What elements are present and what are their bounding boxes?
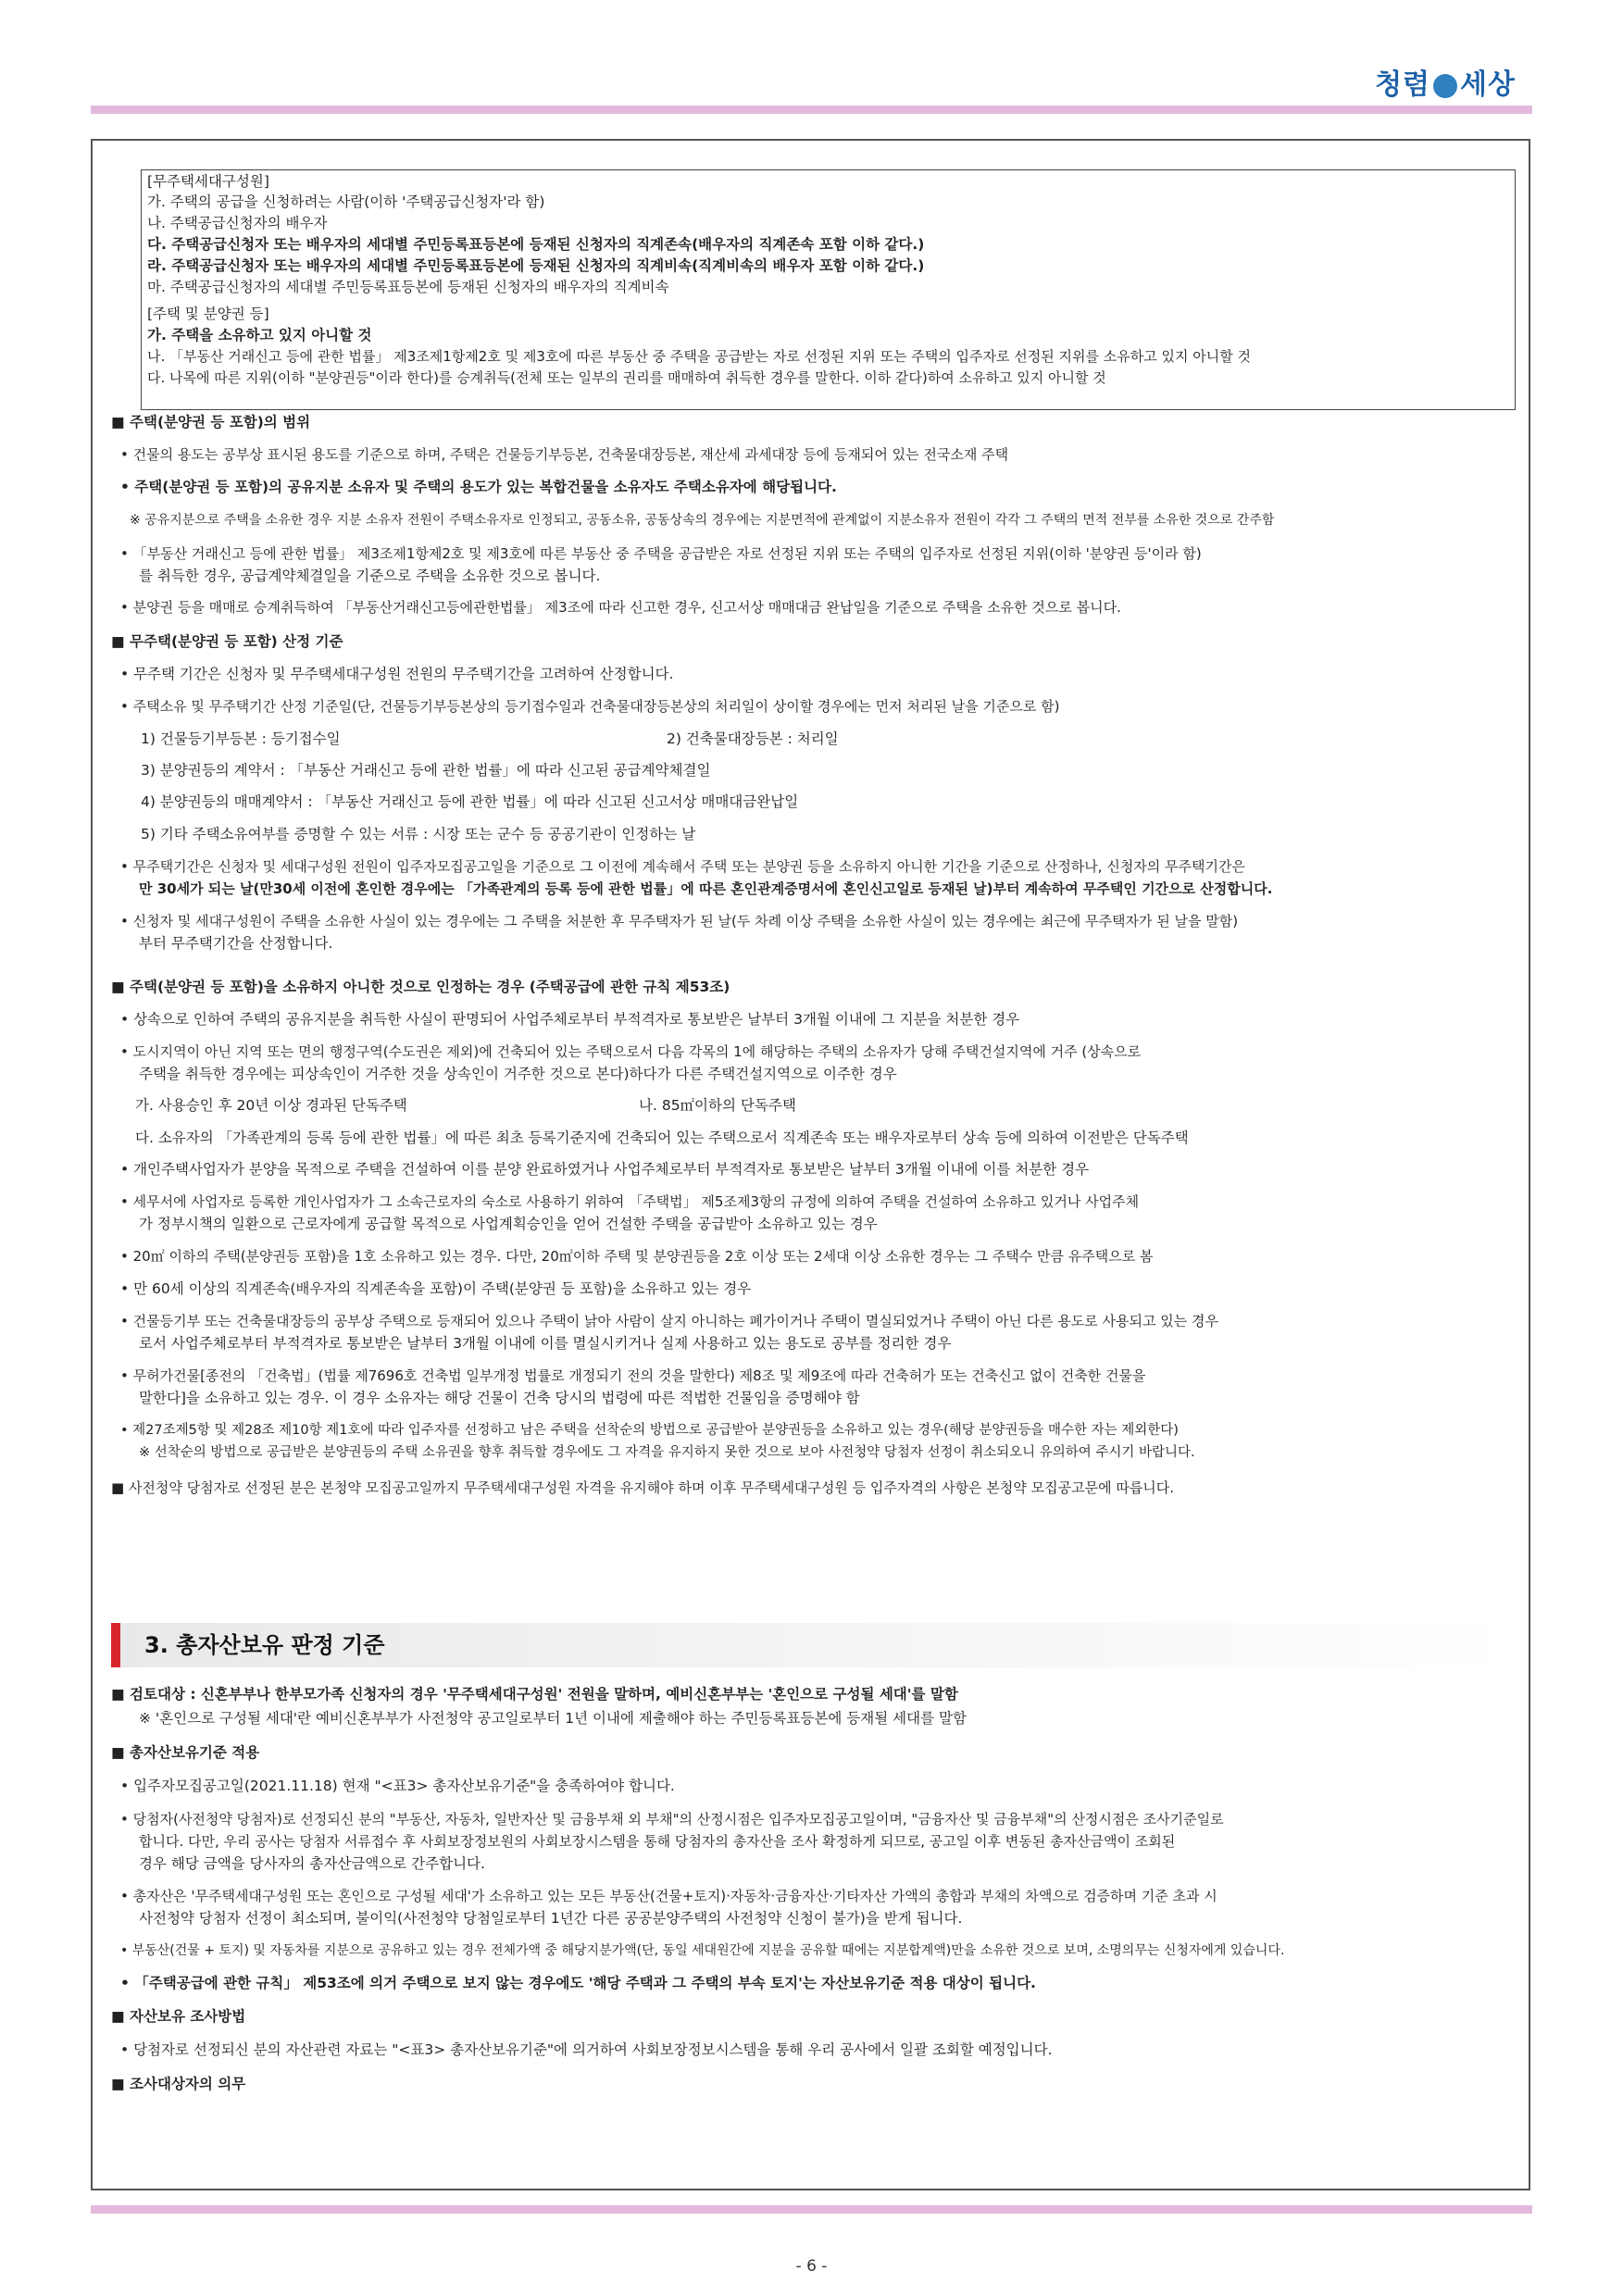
box-item: 라. 주택공급신청자 또는 배우자의 세대별 주민등록표등본에 등재된 신청자의 직계비속(직계비속의 배우자 포함 이하 같다.) — [147, 257, 925, 274]
bullet-cont: 로서 사업주체로부터 부적격자로 통보받은 날부터 3개월 이내에 이를 멸실시키거나 실제 사용하고 있는 용도로 공부를 정리한 경우 — [139, 1335, 952, 1352]
section-heading: ■ 검토대상 : 신혼부부나 한부모가족 신청자의 경우 '무주택세대구성원' 전원을 말하며, 예비신혼부부는 '혼인으로 구성될 세대'를 말함 — [111, 1686, 958, 1703]
bullet: • 당첨자로 선정되신 분의 자산관련 자료는 "<표3> 총자산보유기준"에 의거하여 사회보장정보시스템을 통해 우리 공사에서 일괄 조회할 예정입니다. — [120, 2041, 1053, 2058]
bullet: • 20㎡ 이하의 주택(분양권등 포함)을 1호 소유하고 있는 경우. 다만, 20㎡이하 주택 및 분양권등을 2호 이상 또는 2세대 이상 소유한 경우는 그 주택수 만큼 유주택으로 봄 — [120, 1248, 1154, 1265]
section-heading: ■ 총자산보유기준 적용 — [111, 1744, 260, 1761]
sub-item: 다. 소유자의 「가족관계의 등록 등에 관한 법률」에 따른 최초 등록기준지에 건축되어 있는 주택으로서 직계존속 또는 배우자로부터 상속 등에 의하여 이전받은 단독주택 — [135, 1129, 1189, 1146]
section-heading: ■ 주택(분양권 등 포함)을 소유하지 아니한 것으로 인정하는 경우 (주택공급에 관한 규칙 제53조) — [111, 979, 730, 995]
bullet-cont: 사전청약 당첨자 선정이 최소되며, 불이익(사전청약 당첨일로부터 1년간 다른 공공분양주택의 사전청약 신청이 불가)을 받게 됩니다. — [139, 1910, 963, 1927]
bullet: • 개인주택사업자가 분양을 목적으로 주택을 건설하여 이를 분양 완료하였거나 사업주체로부터 부적격자로 통보받은 날부터 3개월 이내에 이를 처분한 경우 — [120, 1161, 1090, 1178]
bullet: • 주택(분양권 등 포함)의 공유지분 소유자 및 주택의 용도가 있는 복합건물을 소유자도 주택소유자에 해당됩니다. — [120, 479, 837, 495]
box-title-household: [무주택세대구성원] — [147, 173, 269, 190]
sub-item: 가. 사용승인 후 20년 이상 경과된 단독주택 — [135, 1097, 407, 1114]
note: ※ 공유지분으로 주택을 소유한 경우 지분 소유자 전원이 주택소유자로 인정되고, 공동소유, 공동상속의 경우에는 지분면적에 관계없이 지분소유자 전원이 각각 그 주택의 면적 전부를 소유한 것으로 간주함 — [130, 513, 1275, 528]
bullet: • 무허가건물[종전의 「건축법」(법률 제7696호 건축법 일부개정 법률로 개정되기 전의 것을 말한다) 제8조 및 제9조에 따라 건축허가 또는 건축신고 없이 건축한 건물을 — [120, 1367, 1146, 1384]
bullet-cont: 가 정부시책의 일환으로 근로자에게 공급할 목적으로 사업계획승인을 얻어 건설한 주택을 공급받아 소유하고 있는 경우 — [139, 1216, 878, 1232]
box-item: 다. 주택공급신청자 또는 배우자의 세대별 주민등록표등본에 등재된 신청자의 직계존속(배우자의 직계존속 포함 이하 같다.) — [147, 236, 925, 253]
box-item: 가. 주택을 소유하고 있지 아니할 것 — [147, 327, 372, 343]
section-3-heading — [111, 1623, 1509, 1667]
box-item: 마. 주택공급신청자의 세대별 주민등록표등본에 등재된 신청자의 배우자의 직계비속 — [147, 279, 669, 295]
bullet: • 부동산(건물 + 토지) 및 자동차를 지분으로 공유하고 있는 경우 전체가액 중 해당지분가액(단, 동일 세대원간에 지분을 공유할 때에는 지분합계액)만을 소유한 것으로 보며, 소명의무는 신청자에게 있습니다. — [120, 1943, 1285, 1958]
heading-accent-bar — [111, 1623, 120, 1667]
sub-item: 나. 85㎡이하의 단독주택 — [639, 1097, 796, 1114]
bullet-cont: 경우 해당 금액을 당사자의 총자산금액으로 간주합니다. — [139, 1855, 485, 1872]
bullet-cont: 주택을 취득한 경우에는 피상속인이 거주한 것을 상속인이 거주한 것으로 본다)하다가 다른 주택건설지역으로 이주한 경우 — [139, 1066, 897, 1082]
box-item: 나. 「부동산 거래신고 등에 관한 법률」 제3조제1항제2호 및 제3호에 따른 부동산 중 주택을 공급받는 자로 선정된 지위 또는 주택의 입주자로 선정된 지위를 소유하고 있지 아니할 것 — [147, 348, 1251, 365]
section-note: ■ 사전청약 당첨자로 선정된 분은 본청약 모집공고일까지 무주택세대구성원 자격을 유지해야 하며 이후 무주택세대구성원 등 입주자격의 사항은 본청약 모집공고문에 따릅니다. — [111, 1479, 1175, 1496]
box-item: 나. 주택공급신청자의 배우자 — [147, 215, 328, 231]
bullet: • 만 60세 이상의 직계존속(배우자의 직계존속을 포함)이 주택(분양권 등 포함)을 소유하고 있는 경우 — [120, 1280, 752, 1297]
logo-text-left: 청렴 — [1375, 69, 1431, 101]
bullet: • 주택소유 및 무주택기간 산정 기준일(단, 건물등기부등본상의 등기접수일과 건축물대장등본상의 처리일이 상이할 경우에는 먼저 처리된 날을 기준으로 함) — [120, 698, 1060, 715]
bullet-cont: 합니다. 다만, 우리 공사는 당첨자 서류접수 후 사회보장정보원의 사회보장시스템을 통해 당첨자의 총자산을 조사 확정하게 되므로, 공고일 이후 변동된 총자산금액이 조회된 — [139, 1833, 1176, 1850]
bullet: • 총자산은 '무주택세대구성원 또는 혼인으로 구성될 세대'가 소유하고 있는 모든 부동산(건물+토지)·자동차·금융자산·기타자산 가액의 총합과 부채의 차액으로 검증하며 기준 초과 시 — [120, 1888, 1217, 1904]
logo-emblem-icon — [1433, 74, 1457, 98]
bullet: • 상속으로 인하여 주택의 공유지분을 취득한 사실이 판명되어 사업주체로부터 부적격자로 통보받은 날부터 3개월 이내에 그 지분을 처분한 경우 — [120, 1011, 1020, 1028]
page-number: - 6 - — [795, 2257, 828, 2276]
bullet: • 무주택기간은 신청자 및 세대구성원 전원이 입주자모집공고일을 기준으로 그 이전에 계속해서 주택 또는 분양권 등을 소유하지 아니한 기간을 기준으로 산정하나, 신청자의 무주택기간은 — [120, 858, 1245, 875]
box-title-house: [주택 및 분양권 등] — [147, 306, 269, 322]
bullet: • 분양권 등을 매매로 승계취득하여 「부동산거래신고등에관한법률」 제3조에 따라 신고한 경우, 신고서상 매매대금 완납일을 기준으로 주택을 소유한 것으로 봅니다. — [120, 599, 1121, 616]
logo — [1375, 61, 1516, 102]
criteria-item: 3) 분양권등의 계약서 : 「부동산 거래신고 등에 관한 법률」에 따라 신고된 공급계약체결일 — [141, 762, 711, 779]
box-item: 다. 나목에 따른 지위(이하 "분양권등"이라 한다)를 승계취득(전체 또는 일부의 권리를 매매하여 취득한 경우를 말한다. 이하 같다)하여 소유하고 있지 아니할 것 — [147, 369, 1106, 386]
bullet: • 제27조제5항 및 제28조 제10항 제1호에 따라 입주자를 선정하고 남은 주택을 선착순의 방법으로 공급받아 분양권등을 소유하고 있는 경우(해당 분양권등을 매수한 자는 제외한다) — [120, 1423, 1179, 1438]
note: ※ 선착순의 방법으로 공급받은 분양권등의 주택 소유권을 향후 취득할 경우에도 그 자격을 유지하지 못한 것으로 보아 사전청약 당첨자 선정이 취소되오니 유의하여 주시기 바랍니다. — [139, 1445, 1195, 1460]
bullet: • 무주택 기간은 신청자 및 무주택세대구성원 전원의 무주택기간을 고려하여 산정합니다. — [120, 666, 674, 682]
section-3-title: 3. 총자산보유 판정 기준 — [144, 1632, 385, 1658]
definition-box — [141, 169, 1516, 410]
bullet-cont: 말한다]을 소유하고 있는 경우. 이 경우 소유자는 해당 건물이 건축 당시의 법령에 따른 적법한 건물임을 증명해야 함 — [139, 1390, 860, 1406]
bullet: • 당첨자(사전청약 당첨자)로 선정되신 분의 "부동산, 자동차, 일반자산 및 금융부채 외 부채"의 산정시점은 입주자모집공고일이며, "금융자산 및 금융부채"의 산정시점은 조사기준일로 — [120, 1811, 1224, 1828]
bullet: • 「주택공급에 관한 규칙」 제53조에 의거 주택으로 보지 않는 경우에도 '해당 주택과 그 주택의 부속 토지'는 자산보유기준 적용 대상이 됩니다. — [120, 1975, 1036, 1991]
bullet-cont: 만 30세가 되는 날(만30세 이전에 혼인한 경우에는 「가족관계의 등록 등에 관한 법률」에 따른 혼인관계증명서에 혼인신고일로 등재된 날)부터 계속하여 무주택인 기간으로 산정합니다. — [139, 880, 1273, 897]
bullet: • 건물의 용도는 공부상 표시된 용도를 기준으로 하며, 주택은 건물등기부등본, 건축물대장등본, 재산세 과세대장 등에 등재되어 있는 전국소재 주택 — [120, 446, 1009, 463]
section-heading: ■ 조사대상자의 의무 — [111, 2076, 246, 2092]
section-heading: ■ 자산보유 조사방법 — [111, 2008, 246, 2025]
bullet-cont: 부터 무주택기간을 산정합니다. — [139, 935, 333, 952]
note: ※ '혼인으로 구성될 세대'란 예비신혼부부가 사전청약 공고일로부터 1년 이내에 제출해야 하는 주민등록표등본에 등재될 세대를 말함 — [139, 1710, 967, 1727]
bullet: • 입주자모집공고일(2021.11.18) 현재 "<표3> 총자산보유기준"을 충족하여야 합니다. — [120, 1778, 675, 1794]
bullet: • 신청자 및 세대구성원이 주택을 소유한 사실이 있는 경우에는 그 주택을 처분한 후 무주택자가 된 날(두 차례 이상 주택을 소유한 사실이 있는 경우에는 최근에 무주택자가 된 날을 말함) — [120, 913, 1239, 930]
criteria-item: 2) 건축물대장등본 : 처리일 — [667, 730, 839, 747]
header-rule — [91, 106, 1532, 114]
criteria-item: 4) 분양권등의 매매계약서 : 「부동산 거래신고 등에 관한 법률」에 따라 신고된 신고서상 매매대금완납일 — [141, 793, 799, 810]
criteria-item: 5) 기타 주택소유여부를 증명할 수 있는 서류 : 시장 또는 군수 등 공공기관이 인정하는 날 — [141, 826, 696, 842]
bullet-cont: 를 취득한 경우, 공급계약체결일을 기준으로 주택을 소유한 것으로 봅니다. — [139, 568, 601, 584]
bullet: • 도시지역이 아닌 지역 또는 면의 행정구역(수도권은 제외)에 건축되어 있는 주택으로서 다음 각목의 1에 해당하는 주택의 소유자가 당해 주택건설지역에 거주 (상속으로 — [120, 1043, 1142, 1060]
criteria-item: 1) 건물등기부등본 : 등기접수일 — [141, 730, 341, 747]
logo-text-right: 세상 — [1460, 69, 1516, 101]
box-item: 가. 주택의 공급을 신청하려는 사람(이하 '주택공급신청자'라 함) — [147, 193, 545, 210]
bullet: • 건물등기부 또는 건축물대장등의 공부상 주택으로 등재되어 있으나 주택이 낡아 사람이 살지 아니하는 폐가이거나 주택이 멸실되었거나 주택이 아닌 다른 용도로 사용되고 있는 경우 — [120, 1313, 1219, 1329]
section-heading: ■ 무주택(분양권 등 포함) 산정 기준 — [111, 633, 343, 650]
bullet: • 「부동산 거래신고 등에 관한 법률」 제3조제1항제2호 및 제3호에 따른 부동산 중 주택을 공급받은 자로 선정된 지위 또는 주택의 입주자로 선정된 지위(이하 '분양권 등'이라 함) — [120, 545, 1202, 562]
bullet: • 세무서에 사업자로 등록한 개인사업자가 그 소속근로자의 숙소로 사용하기 위하여 「주택법」 제5조제3항의 규정에 의하여 주택을 건설하여 소유하고 있거나 사업주체 — [120, 1193, 1140, 1210]
footer-rule — [91, 2205, 1532, 2214]
section-heading: ■ 주택(분양권 등 포함)의 범위 — [111, 414, 311, 430]
